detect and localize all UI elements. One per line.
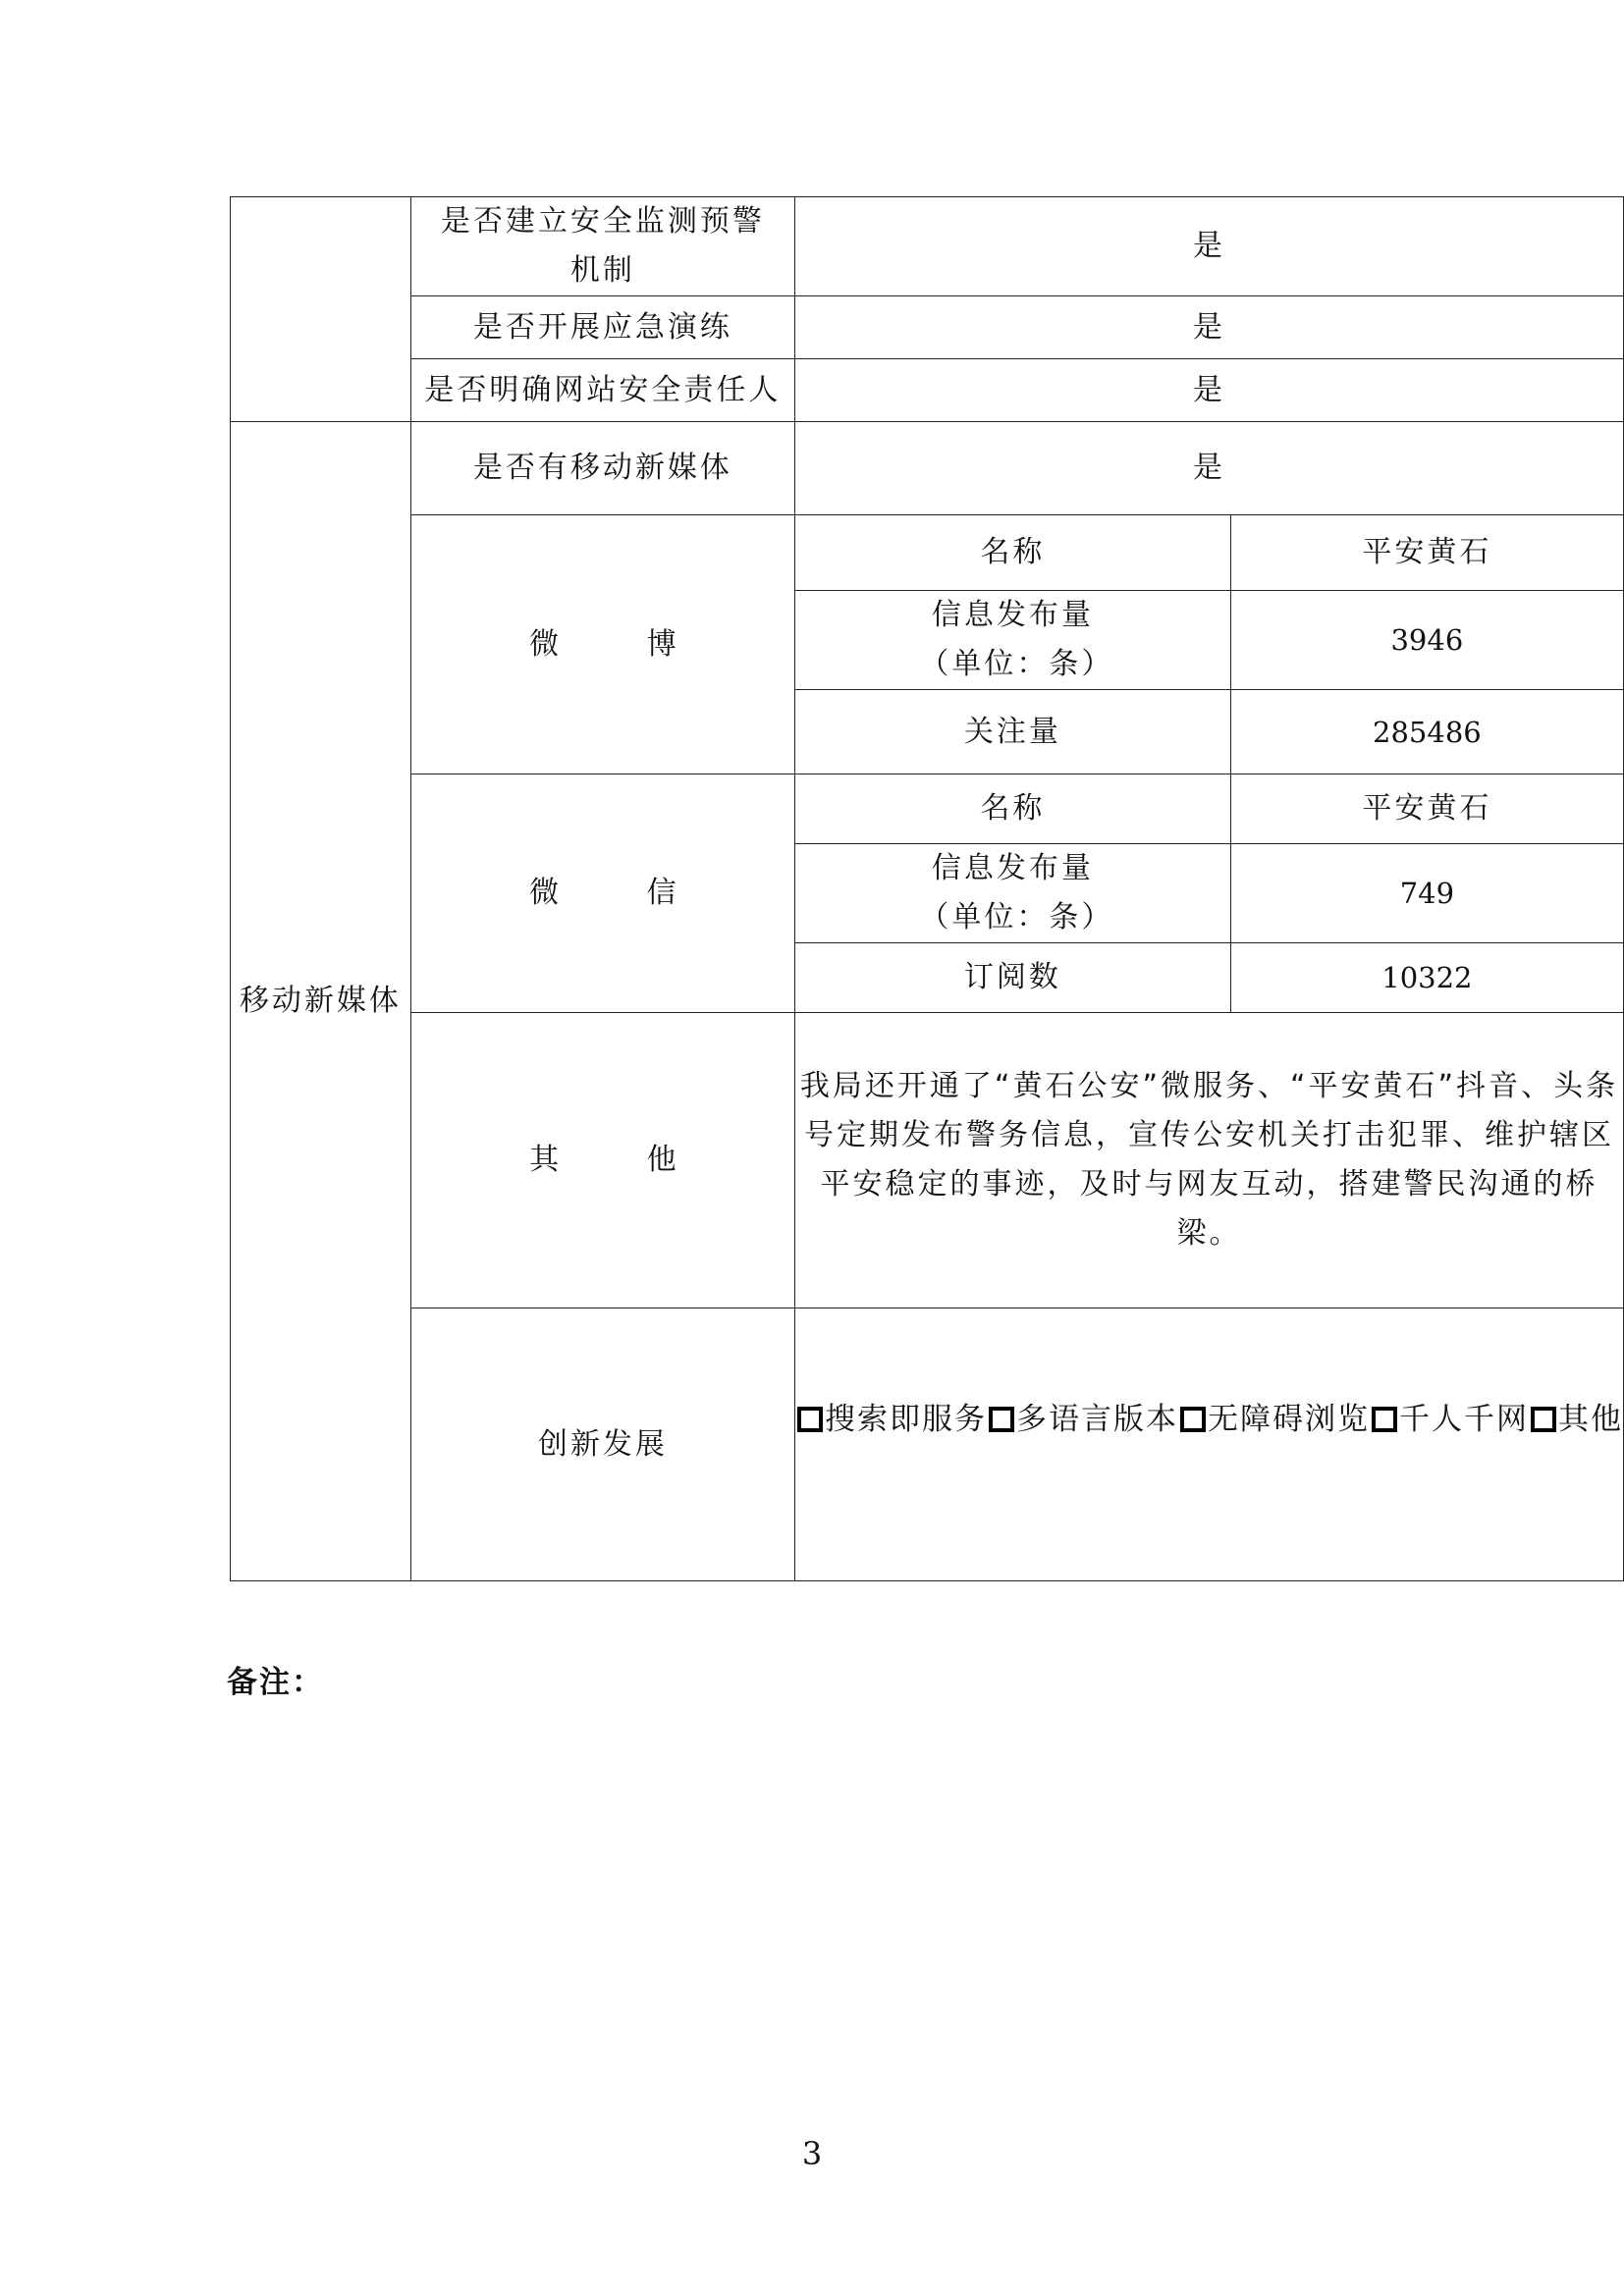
other-label-text: 其 他	[529, 1143, 716, 1177]
innovation-label: 创新发展	[410, 1308, 794, 1581]
wechat-posts-value: 749	[1230, 844, 1623, 943]
has-mobile-media-label: 是否有移动新媒体	[410, 422, 794, 515]
innovation-options-row	[795, 1395, 1623, 1444]
weibo-name-value: 平安黄石	[1230, 515, 1623, 591]
wechat-label	[410, 774, 794, 1013]
mobile-media-section-label: 移动新媒体	[231, 422, 411, 1581]
weibo-posts-label	[794, 591, 1230, 690]
weibo-posts-value: 3946	[1230, 591, 1623, 690]
innovation-option-label: 千人千网	[1398, 1402, 1529, 1437]
innovation-checkbox[interactable]	[1372, 1407, 1397, 1432]
innovation-checkbox[interactable]	[989, 1407, 1014, 1432]
weibo-name-label: 名称	[794, 515, 1230, 591]
security-monitoring-value: 是	[794, 197, 1623, 296]
innovation-option-label: 无障碍浏览	[1207, 1402, 1370, 1437]
weibo-label-text: 微 博	[529, 626, 716, 662]
innovation-option-label: 多语言版本	[1015, 1402, 1178, 1437]
page-number: 3	[801, 2135, 823, 2172]
innovation-checkbox[interactable]	[1180, 1407, 1206, 1432]
wechat-posts-label-text: 信息发布量（单位：条）	[919, 851, 1114, 934]
wechat-label-text: 微 信	[529, 876, 716, 910]
security-owner-label: 是否明确网站安全责任人	[410, 359, 794, 422]
wechat-name-value: 平安黄石	[1230, 774, 1623, 844]
innovation-checkbox[interactable]	[1531, 1407, 1556, 1432]
emergency-drill-value: 是	[794, 296, 1623, 359]
has-mobile-media-value: 是	[794, 422, 1623, 515]
security-section-cell	[231, 197, 411, 422]
weibo-followers-value: 285486	[1230, 690, 1623, 774]
innovation-option-label: 搜索即服务	[824, 1402, 987, 1437]
security-owner-value: 是	[794, 359, 1623, 422]
emergency-drill-label: 是否开展应急演练	[410, 296, 794, 359]
weibo-label	[410, 515, 794, 774]
innovation-option-label: 其他	[1557, 1402, 1623, 1437]
weibo-posts-label-text: 信息发布量（单位：条）	[919, 598, 1114, 681]
other-label	[410, 1013, 794, 1308]
wechat-subs-label: 订阅数	[794, 943, 1230, 1013]
other-description: 我局还开通了“黄石公安”微服务、“平安黄石”抖音、头条号定期发布警务信息，宣传公安机关打击犯罪、维护辖区平安稳定的事迹，及时与网友互动，搭建警民沟通的桥梁。	[794, 1013, 1623, 1308]
wechat-name-label: 名称	[794, 774, 1230, 844]
innovation-checkbox[interactable]	[797, 1407, 823, 1432]
innovation-options	[794, 1308, 1623, 1581]
remark-label: 备注：	[227, 1665, 324, 1700]
wechat-subs-value: 10322	[1230, 943, 1623, 1013]
weibo-followers-label: 关注量	[794, 690, 1230, 774]
wechat-posts-label	[794, 844, 1230, 943]
security-monitoring-label	[410, 197, 794, 296]
report-table	[230, 196, 1624, 1581]
security-monitoring-label-text: 是否建立安全监测预警机制	[440, 204, 765, 288]
